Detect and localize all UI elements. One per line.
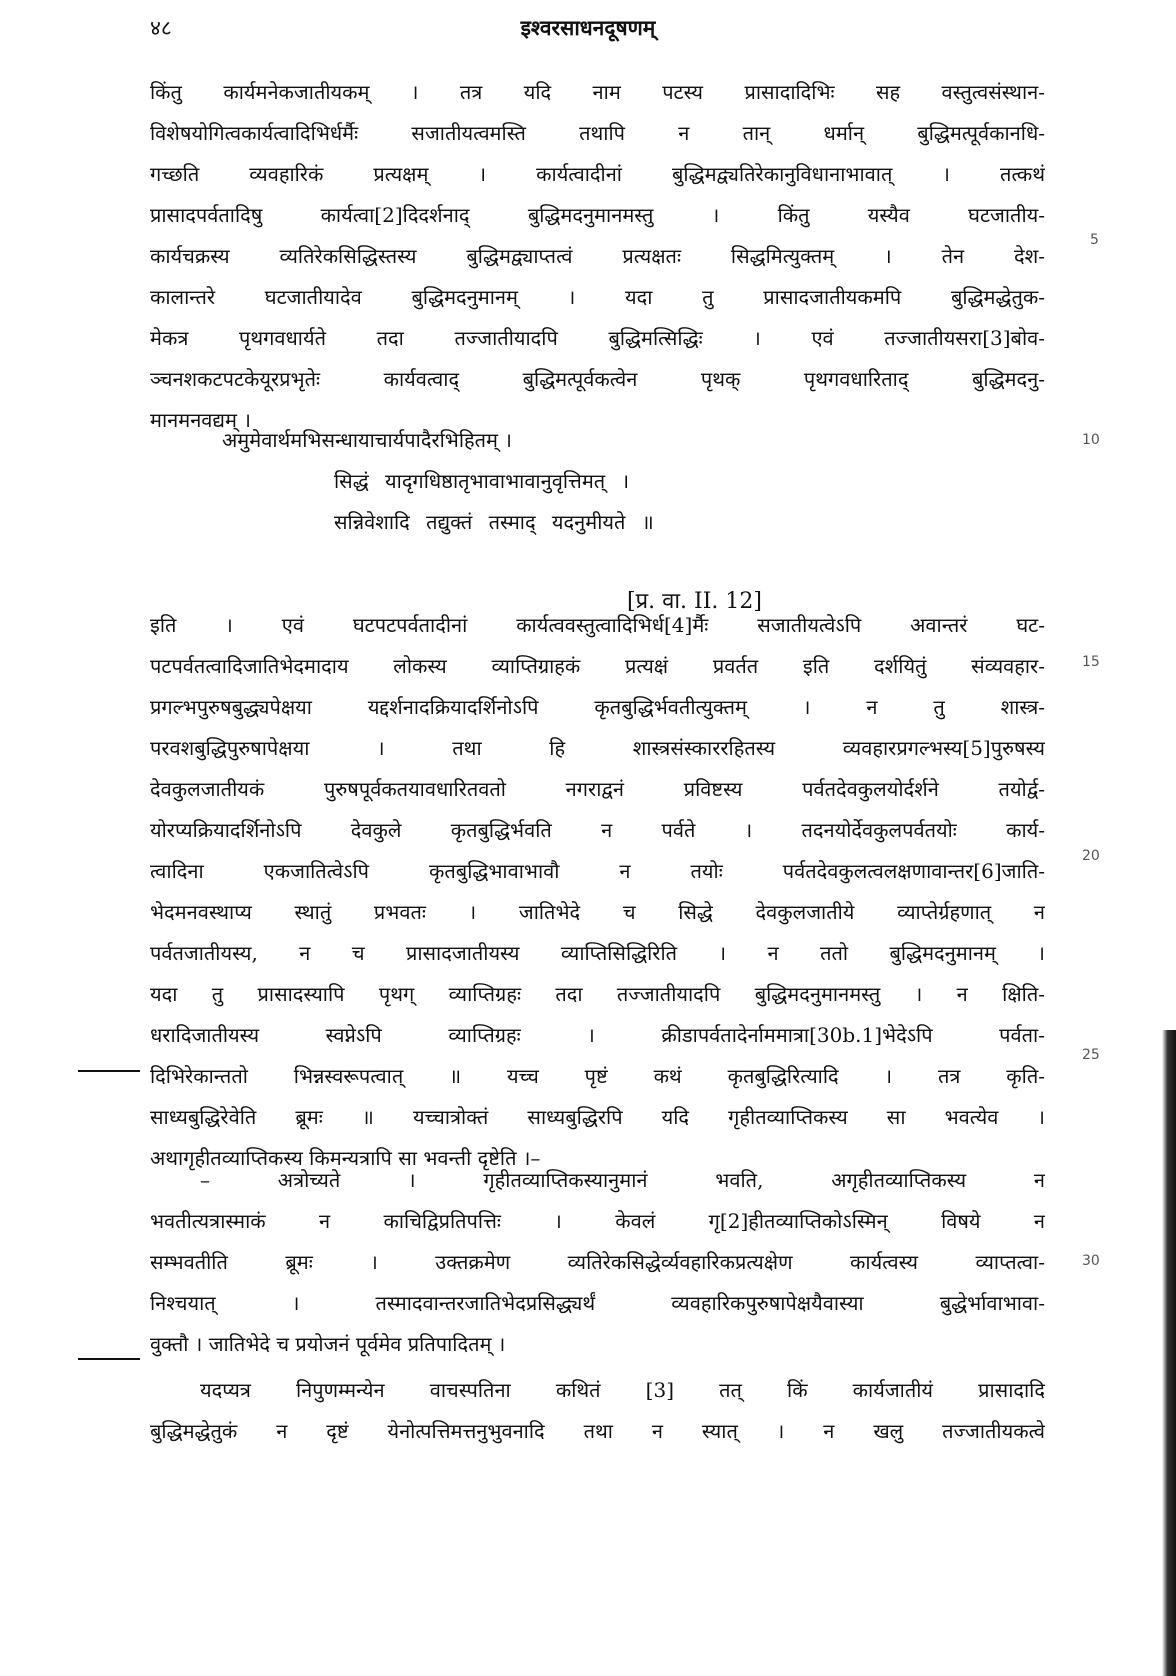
verse-line: सन्निवेशादि तद्युक्तं तस्माद् यदनुमीयते ॥ bbox=[334, 510, 654, 534]
text-line: बुद्धिमद्धेतुकं न दृष्टं येनोत्पत्तिमत्तनुभुवनादि तथा न स्यात् । न खलु तज्जातीयकत्वे bbox=[150, 1419, 1045, 1443]
text-line: यदा तु प्रासादस्यापि पृथग् व्याप्तिग्रहः तदा तज्जातीयादपि बुद्धिमदनुमानमस्तु । न क्षिति- bbox=[150, 982, 1045, 1006]
verse-reference: [प्र. वा. II. 12] bbox=[627, 589, 762, 614]
margin-line-number: 20 bbox=[1082, 848, 1100, 864]
text-line: वुक्तौ । जातिभेदे च प्रयोजनं पूर्वमेव प्रतिपादितम् । bbox=[150, 1332, 506, 1356]
text-line: यदप्यत्र निपुणम्मन्येन वाचस्पतिना कथितं [3] तत् किं कार्यजातीयं प्रासादादि bbox=[200, 1378, 1045, 1402]
margin-tick bbox=[78, 1070, 140, 1072]
text-line: कार्यचक्रस्य व्यतिरेकसिद्धिस्तस्य बुद्धिमद्व्याप्तत्वं प्रत्यक्षतः सिद्धमित्युक्तम् । तेन देश- bbox=[150, 244, 1045, 268]
margin-line-number: 25 bbox=[1082, 1047, 1100, 1063]
text-line: परवशबुद्धिपुरुषापेक्षया । तथा हि शास्त्रसंस्काररहितस्य व्यवहारप्रगल्भस्य[5]पुरुषस्य bbox=[150, 736, 1045, 760]
text-line: प्रासादपर्वतादिषु कार्यत्वा[2]दिदर्शनाद् बुद्धिमदनुमानमस्तु । किंतु यस्यैव घटजातीय- bbox=[150, 203, 1045, 227]
page-title: इश्वरसाधनदूषणम् bbox=[520, 15, 656, 40]
text-line: अथागृहीतव्याप्तिकस्य किमन्यत्रापि सा भवन्ती दृष्टेति ।– bbox=[150, 1146, 541, 1170]
margin-line-number: 10 bbox=[1082, 432, 1100, 448]
verse-line: सिद्धं यादृगधिष्ठातृभावाभावानुवृत्तिमत् । bbox=[334, 469, 630, 493]
paragraph-1 bbox=[150, 72, 1045, 441]
text-line: ञ्चनशकटपटकेयूरप्रभृतेः कार्यवत्वाद् बुद्धिमत्पूर्वकत्वेन पृथक् पृथगवधारिताद् बुद्धिमदनु- bbox=[150, 367, 1045, 391]
text-line: त्वादिना एकजातित्वेऽपि कृतबुद्धिभावाभावौ न तयोः पर्वतदेवकुलत्वलक्षणावान्तर[6]जाति- bbox=[150, 859, 1045, 883]
text-line: निश्चयात् । तस्मादवान्तरजातिभेदप्रसिद्ध्यर्थं व्यवहारिकपुरुषापेक्षयैवास्या बुद्धेर्भावाभावा- bbox=[150, 1291, 1045, 1315]
text-line: गच्छति व्यवहारिकं प्रत्यक्षम् । कार्यत्वादीनां बुद्धिमद्व्यतिरेकानुविधानाभावात् । तत्कथं bbox=[150, 162, 1045, 186]
text-line: मेकत्र पृथगवधार्यते तदा तज्जातीयादपि बुद्धिमत्सिद्धिः । एवं तज्जातीयसरा[3]बोव- bbox=[150, 326, 1045, 350]
text-line: इति । एवं घटपटपर्वतादीनां कार्यत्ववस्तुत्वादिभिर्ध[4]र्मैः सजातीयत्वेऽपि अवान्तरं घट- bbox=[150, 613, 1045, 637]
paragraph-3 bbox=[150, 1160, 1045, 1365]
text-line: साध्यबुद्धिरेवेति ब्रूमः ॥ यच्चात्रोक्तं साध्यबुद्धिरपि यदि गृहीतव्याप्तिकस्य सा भवत्येव । bbox=[150, 1105, 1045, 1129]
text-line: धरादिजातीयस्य स्वप्नेऽपि व्याप्तिग्रहः । क्रीडापर्वतादेर्नाममात्रा[30b.1]भेदेऽपि पर्वता- bbox=[150, 1023, 1045, 1047]
text-line: कालान्तरे घटजातीयादेव बुद्धिमदनुमानम् । यदा तु प्रासादजातीयकमपि बुद्धिमद्धेतुक- bbox=[150, 285, 1045, 309]
scan-edge-shadow bbox=[1162, 1030, 1176, 1676]
text-line: प्रगल्भपुरुषबुद्ध्यपेक्षया यद्दर्शनादक्रियादर्शिनोऽपि कृतबुद्धिर्भवतीत्युक्तम् । न तु शास्त्र- bbox=[150, 695, 1045, 719]
page-number: ४८ bbox=[150, 16, 172, 40]
text-line: पटपर्वतत्वादिजातिभेदमादाय लोकस्य व्याप्तिग्राहकं प्रत्यक्षं प्रवर्तत इति दर्शयितुं संव्यवहार- bbox=[150, 654, 1045, 678]
text-line: मानमनवद्यम् । bbox=[150, 408, 251, 432]
text-line: किंतु कार्यमनेकजातीयकम् । तत्र यदि नाम पटस्य प्रासादादिभिः सह वस्तुत्वसंस्थान- bbox=[150, 80, 1045, 104]
text-line: देवकुलजातीयकं पुरुषपूर्वकतयावधारितवतो नगराद्वनं प्रविष्टस्य पर्वतदेवकुलयोर्दर्शने तयोर्द्व- bbox=[150, 777, 1045, 801]
text-line: विशेषयोगित्वकार्यत्वादिभिर्धर्मैः सजातीयत्वमस्ति तथापि न तान् धर्मान् बुद्धिमत्पूर्वकानधि- bbox=[150, 121, 1045, 145]
text-line: – अत्रोच्यते । गृहीतव्याप्तिकस्यानुमानं भवति, अगृहीतव्याप्तिकस्य न bbox=[200, 1168, 1045, 1192]
text-line: सम्भवतीति ब्रूमः । उक्तक्रमेण व्यतिरेकसिद्धेर्व्यवहारिकप्रत्यक्षेण कार्यत्वस्य व्याप्तत्वा- bbox=[150, 1250, 1045, 1274]
text-line: योरप्यक्रियादर्शिनोऽपि देवकुले कृतबुद्धिर्भवति न पर्वते । तदनयोर्देवकुलपर्वतयोः कार्य- bbox=[150, 818, 1045, 842]
verse-intro: अमुमेवार्थमभिसन्धायाचार्यपादैरभिहितम् । bbox=[222, 428, 512, 452]
text-line: पर्वतजातीयस्य, न च प्रासादजातीयस्य व्याप्तिसिद्धिरिति । न ततो बुद्धिमदनुमानम् । bbox=[150, 941, 1045, 965]
margin-line-number: 15 bbox=[1082, 654, 1100, 670]
margin-tick bbox=[78, 1358, 140, 1360]
paragraph-4 bbox=[150, 1370, 1045, 1452]
text-line: भवतीत्यत्रास्माकं न काचिद्विप्रतिपत्तिः । केवलं गृ[2]हीतव्याप्तिकोऽस्मिन् विषये न bbox=[150, 1209, 1045, 1233]
text-line: भेदमनवस्थाप्य स्थातुं प्रभवतः । जातिभेदे च सिद्धे देवकुलजातीये व्याप्तेर्ग्रहणात् न bbox=[150, 900, 1045, 924]
paragraph-2 bbox=[150, 605, 1045, 1179]
text-line: दिभिरेकान्ततो भिन्नस्वरूपत्वात् ॥ यच्च पृष्टं कथं कृतबुद्धिरित्यादि । तत्र कृति- bbox=[150, 1064, 1045, 1088]
margin-line-number: 5 bbox=[1090, 232, 1099, 248]
margin-line-number: 30 bbox=[1082, 1253, 1100, 1269]
